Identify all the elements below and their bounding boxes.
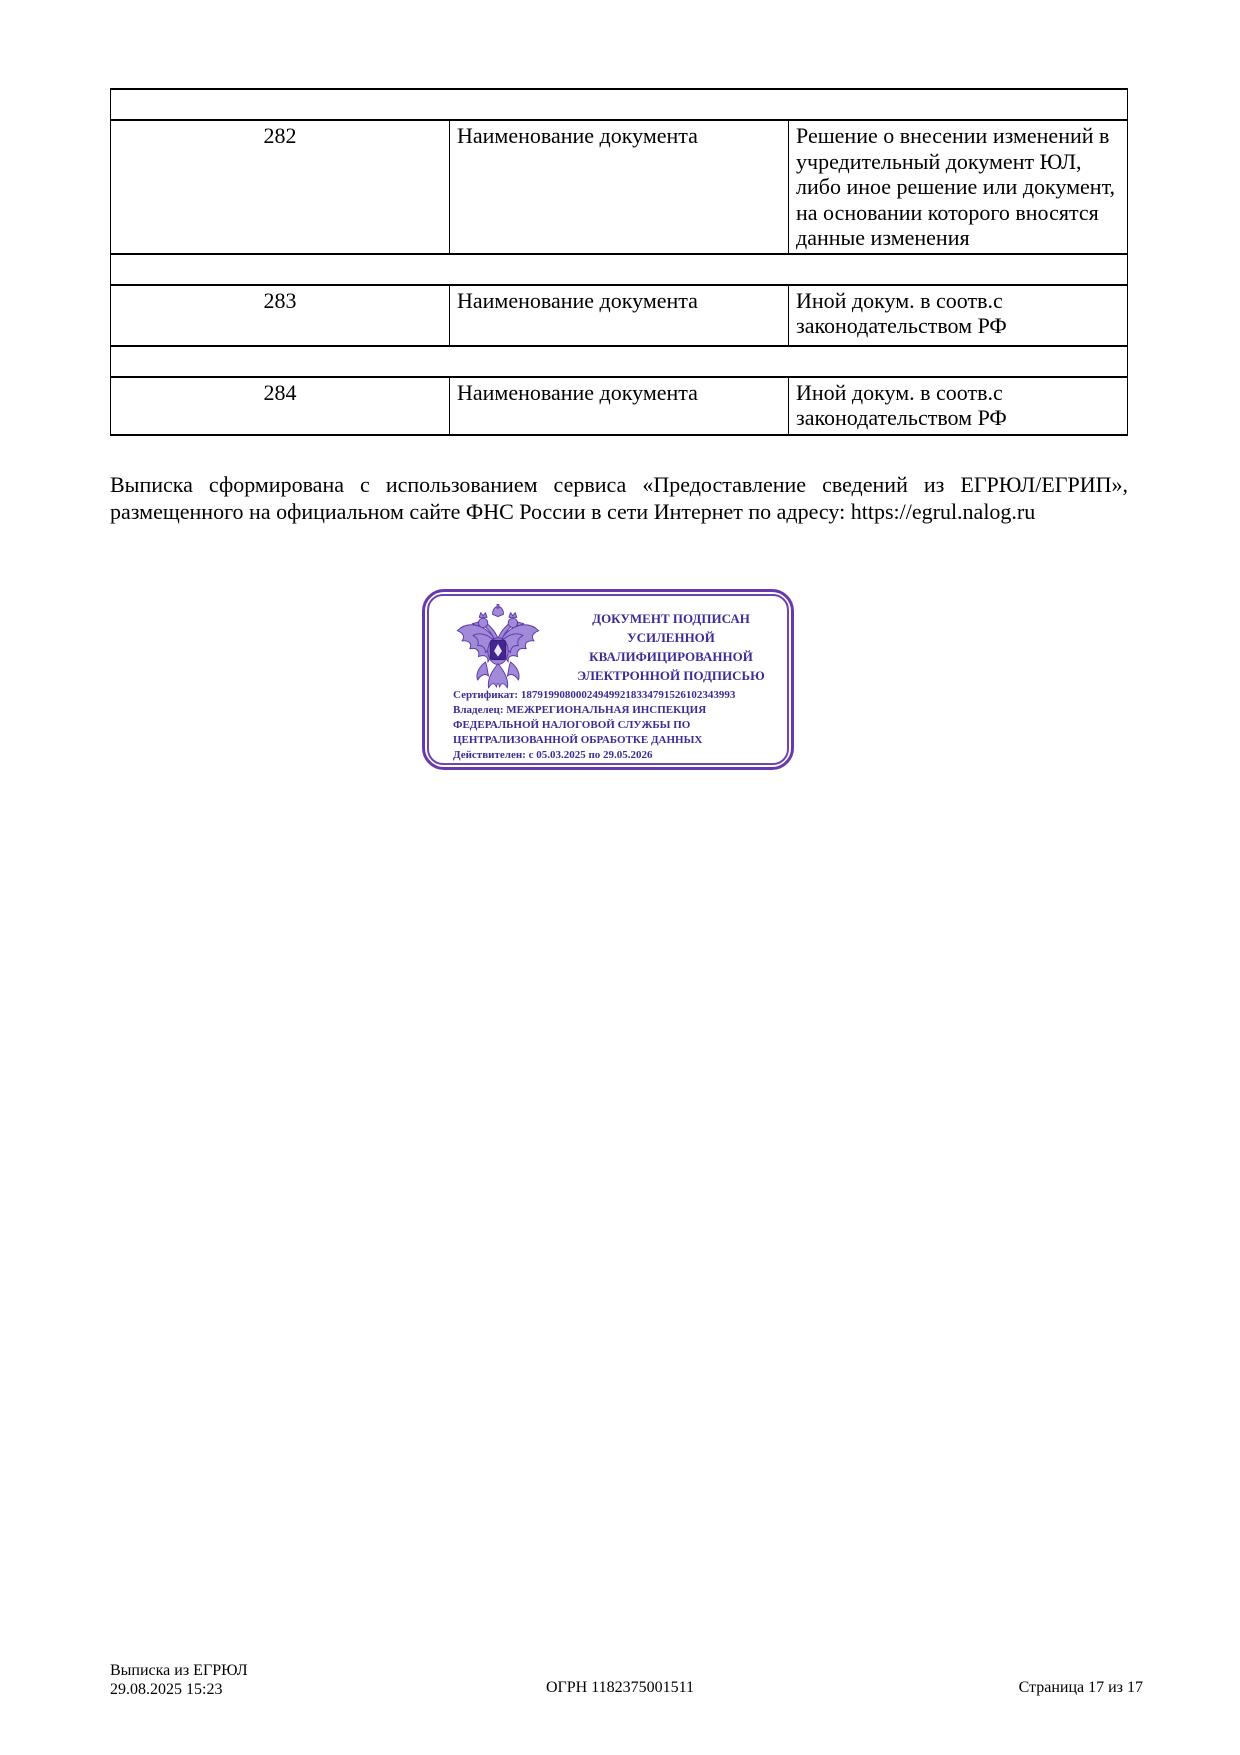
- footer-doc-type: Выписка из ЕГРЮЛ: [110, 1662, 248, 1679]
- validity-value: с 05.03.2025 по 29.05.2026: [528, 749, 653, 761]
- certificate-label: Сертификат:: [453, 689, 519, 701]
- row-number: 284: [111, 377, 450, 435]
- attribute-value: Иной докум. в соотв.с законодательством РФ: [789, 285, 1128, 346]
- table-row: [111, 120, 1128, 254]
- row-number: 282: [111, 120, 450, 254]
- attribute-name: Наименование документа: [450, 377, 789, 435]
- footer-datetime: 29.08.2025 15:23: [110, 1681, 223, 1698]
- row-number: 283: [111, 285, 450, 346]
- certificate-value: 187919908000249499218334791526102343993: [520, 689, 736, 701]
- validity-line: [453, 748, 765, 763]
- attribute-value: Иной докум. в соотв.с законодательством РФ: [789, 377, 1128, 435]
- owner-value: МЕЖРЕГИОНАЛЬНАЯ ИНСПЕКЦИЯ ФЕДЕРАЛЬНОЙ НАЛОГОВОЙ СЛУЖБЫ ПО ЦЕНТРАЛИЗОВАННОЙ ОБРАБОТКЕ ДАННЫХ: [453, 704, 707, 746]
- attribute-value: Решение о внесении изменений в учредительный документ ЮЛ, либо иное решение или документ, на основании которого вносятся данные изменения: [789, 120, 1128, 254]
- table-spacer-row: [111, 346, 1128, 377]
- document-records-table: [110, 88, 1128, 436]
- empty-cell: [111, 254, 1128, 285]
- table-row: [111, 377, 1128, 435]
- stamp-title-line: ДОКУМЕНТ ПОДПИСАН: [592, 611, 750, 626]
- table-spacer-row: [111, 89, 1128, 120]
- owner-label: Владелец:: [453, 704, 504, 716]
- digital-signature-stamp: [422, 589, 794, 770]
- validity-label: Действителен:: [453, 749, 526, 761]
- attribute-name: Наименование документа: [450, 120, 789, 254]
- footer-ogrn: ОГРН 1182375001511: [545, 1679, 695, 1696]
- stamp-title-line: УСИЛЕННОЙ КВАЛИФИЦИРОВАННОЙ: [589, 630, 753, 664]
- empty-cell: [111, 346, 1128, 377]
- stamp-title-line: ЭЛЕКТРОННОЙ ПОДПИСЬЮ: [577, 668, 765, 683]
- table-row: [111, 285, 1128, 346]
- owner-line: [453, 703, 765, 748]
- table-spacer-row: [111, 254, 1128, 285]
- service-note-paragraph: Выписка сформирована с использованием сервиса «Предоставление сведений из ЕГРЮЛ/ЕГРИП», размещенного на официальном сайте ФНС России в сети Интернет по адресу: https://egrul.nalog.ru: [110, 472, 1128, 524]
- footer-page-number: Страница 17 из 17: [1018, 1679, 1143, 1696]
- attribute-name: Наименование документа: [450, 285, 789, 346]
- stamp-title: [557, 609, 785, 685]
- empty-cell: [111, 89, 1128, 120]
- certificate-line: [453, 688, 765, 703]
- stamp-details: [453, 688, 765, 763]
